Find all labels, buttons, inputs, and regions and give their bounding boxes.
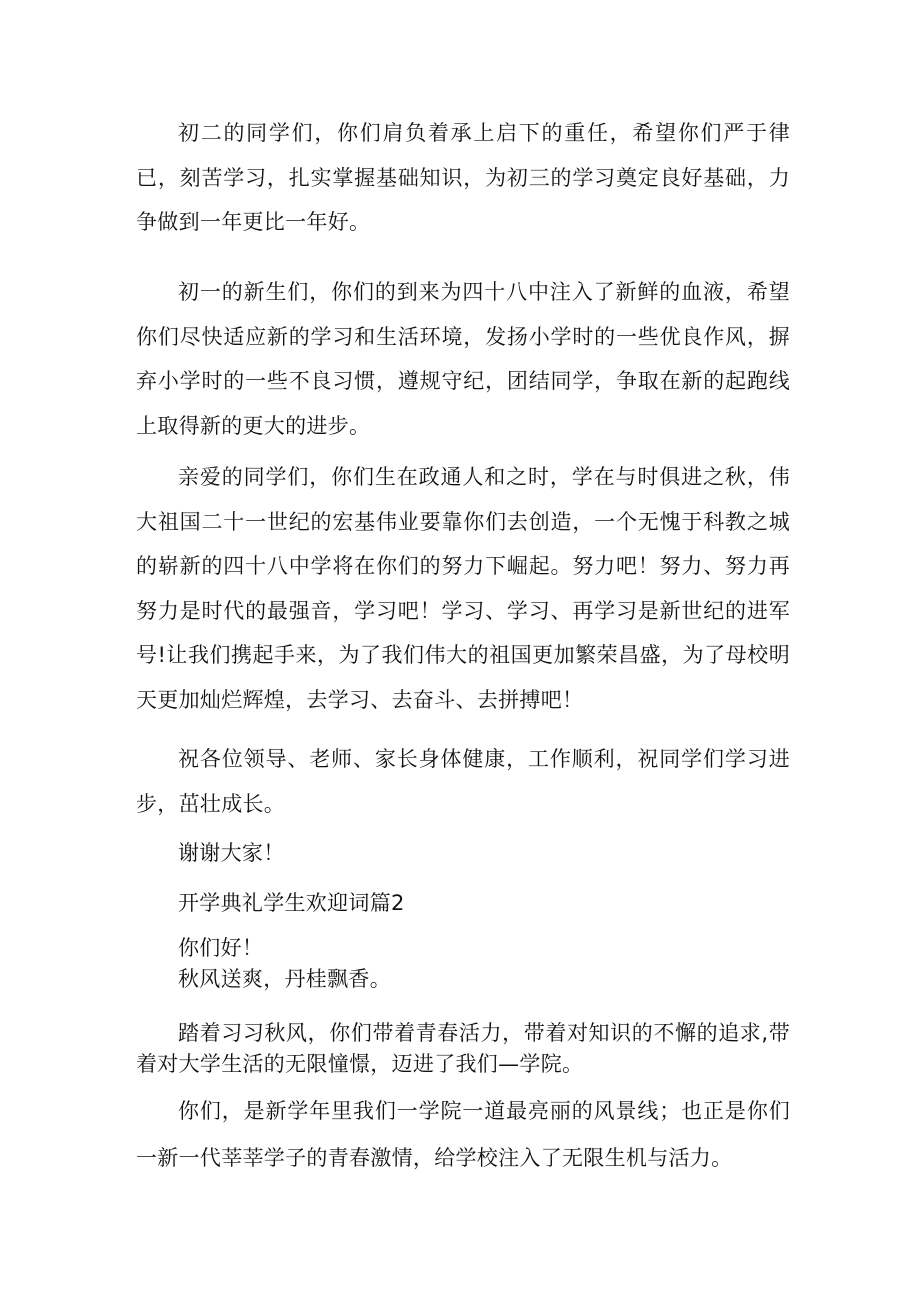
paragraph-thanks: 谢谢大家！ (178, 841, 285, 865)
paragraph-grade-one: 初一的新生们，你们的到来为四十八中注入了新鲜的血液，希望你们尽快适应新的学习和生活环境，发扬小学时的一些优良作风，摒弃小学时的一些不良习惯，遵规守纪，团结同学，争取在新的起跑线上取得新的更大的进步。 (136, 280, 790, 438)
greeting-block (178, 933, 391, 995)
paragraph-grade-two: 初二的同学们，你们肩负着承上启下的重任，希望你们严于律已，刻苦学习，扎实掌握基础知识，为初三的学习奠定良好基础，力争做到一年更比一年好。 (136, 121, 790, 234)
paragraph-wishes: 祝各位领导、老师、家长身体健康，工作顺利，祝同学们学习进步，茁壮成长。 (136, 747, 790, 816)
greeting-line: 你们好！ (178, 936, 264, 960)
paragraph-new-students: 你们，是新学年里我们一学院一道最亮丽的风景线；也正是你们一新一代莘莘学子的青春激情，给学校注入了无限生机与活力。 (136, 1099, 790, 1170)
greeting-line: 秋风送爽，丹桂飘香。 (178, 967, 391, 991)
paragraph-dear-students: 亲爱的同学们，你们生在政通人和之时，学在与时俱进之秋，伟大祖国二十一世纪的宏基伟业要靠你们去创造，一个无愧于科教之城的崭新的四十八中学将在你们的努力下崛起。努力吧！努力、努力再努力是时代的最强音，学习吧！学习、学习、再学习是新世纪的进军号!让我们携起手来，为了我们伟大的祖国更加繁荣昌盛，为了母校明天更加灿烂辉煌，去学习、去奋斗、去拼搏吧！ (136, 465, 790, 712)
section-title: 开学典礼学生欢迎词篇2 (178, 891, 405, 915)
paragraph-autumn-wind: 踏着习习秋风，你们带着青春活力，带着对知识的不懈的追求,带着对大学生活的无限憧憬，迈进了我们—学院。 (136, 1021, 790, 1076)
